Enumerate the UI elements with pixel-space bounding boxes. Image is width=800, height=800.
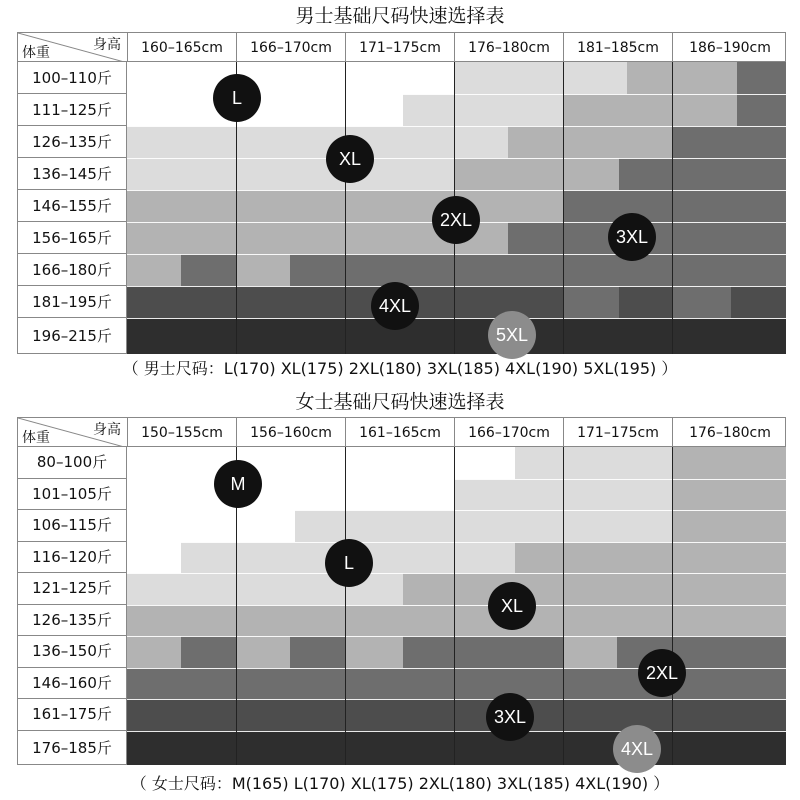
size-zone-block: [403, 94, 563, 126]
size-zone-block: [127, 158, 454, 190]
size-badge: 4XL: [613, 725, 661, 773]
size-zone-block: [454, 62, 563, 94]
size-badge: 3XL: [608, 213, 656, 261]
row-divider: [127, 573, 786, 574]
column-header: 176–180cm: [455, 33, 564, 63]
size-zone-block: [563, 158, 619, 190]
size-zone-block: [627, 62, 672, 94]
row-label: 100–110斤: [17, 62, 127, 94]
size-zone-block: [290, 254, 345, 286]
size-zone-block: [127, 94, 403, 126]
size-zone-block: [731, 286, 786, 318]
size-badge: 4XL: [371, 282, 419, 330]
row-divider: [127, 510, 786, 511]
size-zone-block: [127, 254, 181, 286]
column-divider: [345, 447, 346, 765]
size-zone-block: [508, 126, 563, 158]
size-zone-block: [127, 542, 181, 574]
men-header-row: [17, 32, 786, 62]
size-zone-block: [619, 286, 672, 318]
size-zone-block: [403, 573, 454, 605]
size-zone-block: [236, 636, 290, 668]
column-header: 166–170cm: [237, 33, 346, 63]
size-zone-block: [672, 158, 786, 190]
size-zone-block: [563, 222, 786, 254]
row-label: 181–195斤: [17, 286, 127, 318]
size-badge: L: [325, 539, 373, 587]
row-label: 126–135斤: [17, 126, 127, 158]
men-size-table: [17, 32, 786, 358]
row-label: 126–135斤: [17, 605, 127, 637]
men-size-summary: （ 男士尺码：L(170) XL(175) 2XL(180) 3XL(185) 4XL(190) 5XL(195) ）: [122, 359, 678, 378]
size-zone-block: [127, 62, 454, 94]
row-label: 101–105斤: [17, 479, 127, 511]
column-divider: [563, 447, 564, 765]
size-zone-block: [563, 62, 627, 94]
row-divider: [127, 126, 786, 127]
size-zone-block: [403, 510, 672, 542]
women-size-summary: （ 女士尺码：M(165) L(170) XL(175) 2XL(180) 3XL(185) 4XL(190) ）: [130, 774, 670, 793]
column-divider: [672, 447, 673, 765]
column-divider: [563, 62, 564, 354]
row-divider: [127, 731, 786, 732]
size-badge: 3XL: [486, 693, 534, 741]
size-zone-block: [737, 62, 786, 94]
row-label: 196–215斤: [17, 318, 127, 354]
column-divider: [672, 62, 673, 354]
size-zone-block: [672, 510, 786, 542]
size-zone-block: [290, 636, 345, 668]
corner-height-label: 身高: [93, 37, 121, 53]
row-label: 80–100斤: [17, 447, 127, 479]
row-divider: [127, 318, 786, 319]
row-label: 176–185斤: [17, 731, 127, 765]
size-zone-block: [127, 731, 786, 765]
row-label: 106–115斤: [17, 510, 127, 542]
size-badge: M: [214, 460, 262, 508]
size-zone-block: [563, 447, 672, 479]
row-label: 111–125斤: [17, 94, 127, 126]
column-header: 150–155cm: [128, 418, 237, 448]
size-zone-block: [295, 510, 403, 542]
size-zone-block: [515, 447, 563, 479]
row-label: 156–165斤: [17, 222, 127, 254]
column-divider: [454, 447, 455, 765]
column-header: 181–185cm: [564, 33, 673, 63]
size-zone-block: [127, 668, 786, 700]
size-zone-block: [563, 286, 619, 318]
size-zone-block: [127, 479, 454, 511]
size-zone-block: [515, 542, 563, 574]
row-divider: [127, 668, 786, 669]
size-zone-block: [236, 254, 290, 286]
size-zone-block: [672, 447, 786, 479]
size-zone-block: [563, 126, 672, 158]
size-zone-block: [619, 158, 672, 190]
column-header: 176–180cm: [689, 425, 771, 441]
row-divider: [127, 542, 786, 543]
size-zone-block: [181, 636, 236, 668]
size-badge: XL: [488, 582, 536, 630]
size-zone-block: [345, 636, 403, 668]
row-divider: [127, 190, 786, 191]
column-header: 156–160cm: [237, 418, 346, 448]
size-zone-block: [672, 62, 737, 94]
size-zone-block: [127, 447, 515, 479]
men-corner-cell: [18, 33, 128, 63]
row-label: 121–125斤: [17, 573, 127, 605]
row-label: 136–150斤: [17, 636, 127, 668]
size-badge: 2XL: [432, 196, 480, 244]
size-zone-block: [127, 318, 786, 354]
column-header: 161–165cm: [346, 418, 455, 448]
row-label: 166–180斤: [17, 254, 127, 286]
size-zone-block: [672, 479, 786, 511]
size-badge: L: [213, 74, 261, 122]
row-divider: [127, 158, 786, 159]
size-zone-block: [563, 94, 672, 126]
row-divider: [127, 254, 786, 255]
size-badge: 2XL: [638, 649, 686, 697]
column-header: 171–175cm: [564, 418, 673, 448]
row-divider: [127, 699, 786, 700]
size-zone-block: [672, 542, 786, 574]
size-zone-block: [454, 158, 563, 190]
size-zone-block: [403, 636, 454, 668]
size-zone-block: [672, 636, 786, 668]
women-corner-cell: [18, 418, 128, 448]
size-zone-block: [127, 699, 786, 731]
size-zone-block: [127, 636, 181, 668]
row-label: 161–175斤: [17, 699, 127, 731]
column-header: 186–190cm: [689, 40, 771, 56]
size-badge: 5XL: [488, 311, 536, 359]
row-label: 136–145斤: [17, 158, 127, 190]
women-header-row: [17, 417, 786, 447]
column-header: 171–175cm: [346, 33, 455, 63]
size-zone-block: [181, 254, 236, 286]
row-divider: [127, 605, 786, 606]
size-zone-block: [672, 190, 786, 222]
size-badge: XL: [326, 135, 374, 183]
size-zone-block: [672, 94, 737, 126]
size-zone-block: [345, 254, 786, 286]
corner-weight-label: 体重: [22, 430, 50, 446]
column-divider: [345, 62, 346, 354]
size-zone-block: [563, 636, 617, 668]
size-zone-block: [127, 510, 295, 542]
row-divider: [127, 286, 786, 287]
corner-weight-label: 体重: [22, 45, 50, 61]
row-label: 146–160斤: [17, 668, 127, 700]
men-table-title: 男士基础尺码快速选择表: [295, 5, 505, 27]
women-size-table: [17, 417, 786, 770]
size-zone-block: [672, 126, 786, 158]
size-zone-block: [127, 605, 786, 637]
column-header: 166–170cm: [455, 418, 564, 448]
row-divider: [127, 636, 786, 637]
size-zone-block: [508, 222, 563, 254]
size-zone-block: [454, 636, 563, 668]
size-zone-block: [563, 542, 672, 574]
row-label: 146–155斤: [17, 190, 127, 222]
size-zone-block: [127, 126, 508, 158]
column-header: 160–165cm: [128, 33, 237, 63]
row-label: 116–120斤: [17, 542, 127, 574]
size-zone-block: [737, 94, 786, 126]
corner-height-label: 身高: [93, 422, 121, 438]
women-table-title: 女士基础尺码快速选择表: [295, 391, 505, 413]
size-zone-block: [672, 286, 731, 318]
